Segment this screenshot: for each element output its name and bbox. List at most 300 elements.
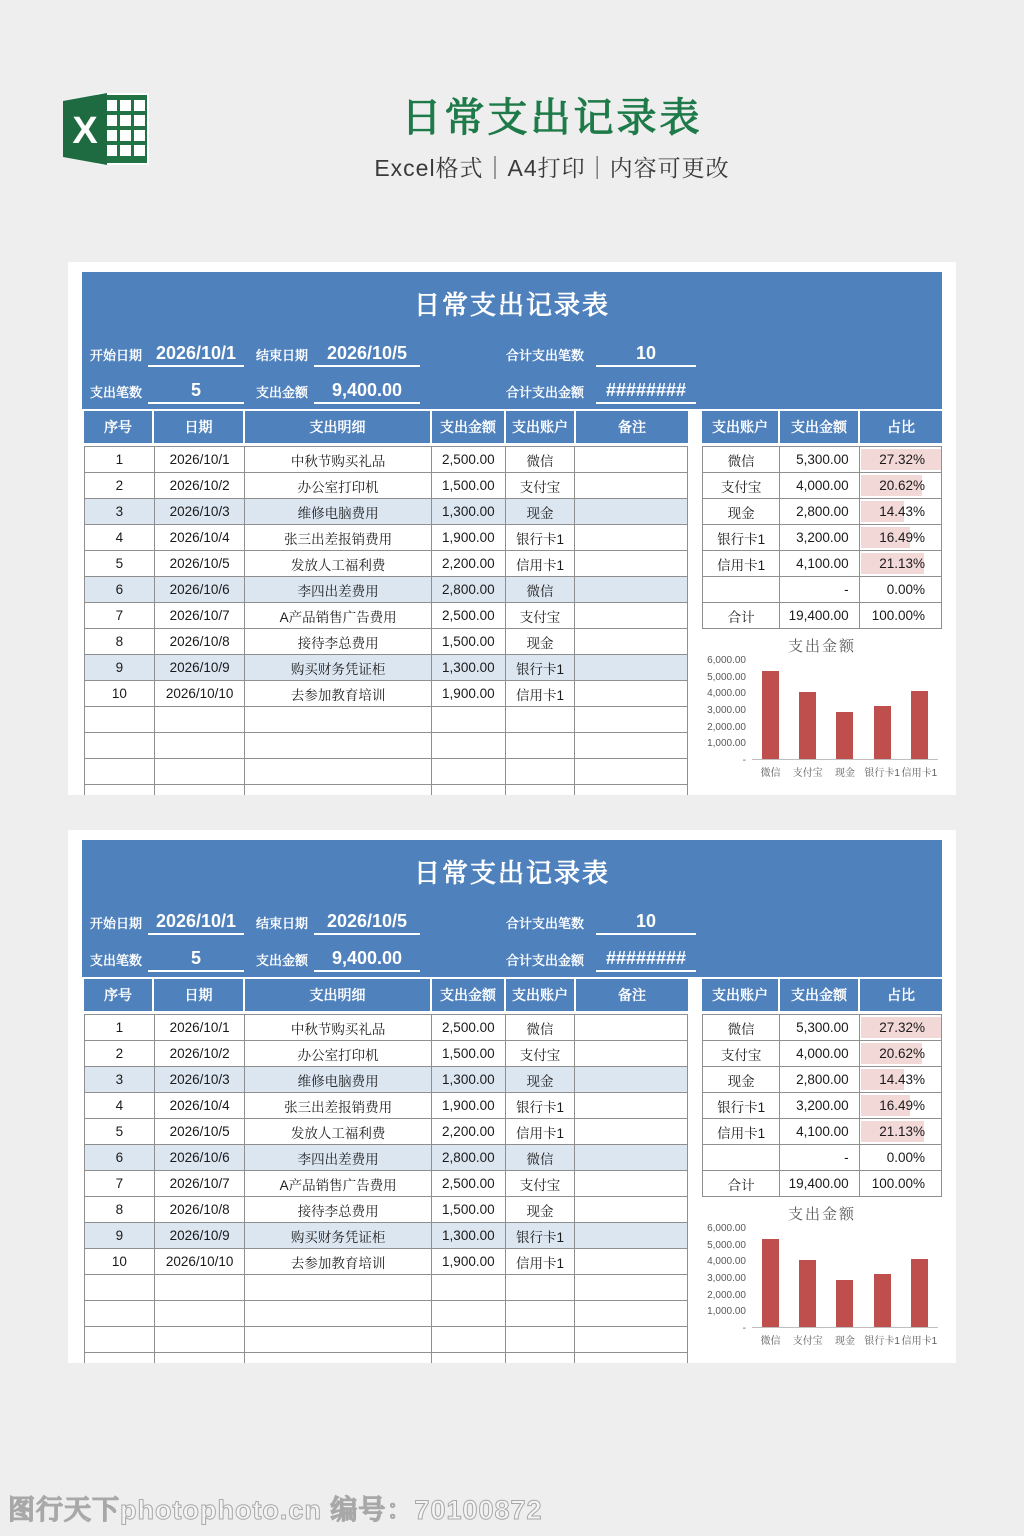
summary-row <box>703 499 941 525</box>
note-cell <box>575 1067 687 1092</box>
percent-cell <box>860 1093 941 1118</box>
summary-row <box>703 603 941 629</box>
amount-cell <box>432 733 506 758</box>
account-cell: 银行卡1 <box>506 525 576 550</box>
date-cell: 2026/10/6 <box>155 1145 246 1170</box>
account-cell <box>703 577 780 602</box>
percent-value: 20.62% <box>879 1046 925 1061</box>
chart-bars <box>752 660 938 759</box>
summary-row <box>703 447 941 473</box>
note-cell <box>575 1171 687 1196</box>
expense-row <box>85 603 687 629</box>
note-cell <box>575 785 687 795</box>
date-cell <box>155 759 246 784</box>
account-cell <box>506 733 576 758</box>
detail-cell <box>245 1275 431 1300</box>
empty-row <box>85 785 687 795</box>
account-cell: 合计 <box>703 1171 780 1196</box>
account-cell <box>506 759 576 784</box>
amount-cell: 2,500.00 <box>432 447 506 472</box>
detail-cell: 李四出差费用 <box>245 577 431 602</box>
date-cell: 2026/10/10 <box>155 681 246 706</box>
summary-row <box>703 551 941 577</box>
amount-cell: 2,200.00 <box>432 1119 506 1144</box>
detail-cell <box>245 1353 431 1363</box>
account-cell: 现金 <box>703 499 780 524</box>
amount-cell: 1,300.00 <box>432 1067 506 1092</box>
serial-cell: 10 <box>85 681 155 706</box>
sheet-info-fields <box>90 898 942 972</box>
x-category-label: 支付宝 <box>792 768 823 779</box>
note-cell <box>575 1223 687 1248</box>
bar <box>911 1259 928 1327</box>
column-header: 日期 <box>154 411 245 443</box>
summary-row <box>703 1145 941 1171</box>
column-header: 支出金额 <box>780 979 860 1011</box>
expense-row <box>85 681 687 707</box>
amount-cell: 2,500.00 <box>432 603 506 628</box>
y-tick-label: 3,000.00 <box>707 705 746 716</box>
sheet-info-fields <box>90 330 942 404</box>
y-tick-label: 1,000.00 <box>707 738 746 750</box>
serial-cell <box>85 707 155 732</box>
amount-cell <box>432 1275 506 1300</box>
chart-plot <box>752 660 938 760</box>
serial-cell: 7 <box>85 603 155 628</box>
bar <box>836 712 853 759</box>
field-value: 10 <box>596 343 696 367</box>
date-cell: 2026/10/6 <box>155 577 246 602</box>
amount-cell: 4,000.00 <box>780 1041 859 1066</box>
detail-cell <box>245 733 431 758</box>
percent-value: 0.00% <box>886 582 925 597</box>
note-cell <box>575 603 687 628</box>
column-header: 占比 <box>860 979 942 1011</box>
account-summary-table <box>702 979 942 1197</box>
account-cell <box>703 1145 780 1170</box>
tables-area <box>84 979 942 1363</box>
date-cell: 2026/10/8 <box>155 629 246 654</box>
account-cell: 信用卡1 <box>506 1119 576 1144</box>
amount-cell: 19,400.00 <box>780 603 859 628</box>
expense-bar-chart <box>702 635 942 795</box>
field-label: 支出金额 <box>256 953 309 968</box>
column-header: 日期 <box>154 979 245 1011</box>
summary-row <box>703 1171 941 1197</box>
note-cell <box>575 1041 687 1066</box>
empty-row <box>85 1353 687 1363</box>
percent-value: 16.49% <box>879 530 925 545</box>
date-cell: 2026/10/5 <box>155 1119 246 1144</box>
account-cell <box>506 1327 576 1352</box>
x-category-label: 信用卡1 <box>901 1336 938 1347</box>
amount-cell: 1,500.00 <box>432 629 506 654</box>
account-cell <box>506 1275 576 1300</box>
bar <box>836 1280 853 1327</box>
amount-cell: 2,800.00 <box>780 1067 859 1092</box>
date-cell: 2026/10/1 <box>155 447 246 472</box>
detail-cell: 去参加教育培训 <box>245 681 431 706</box>
account-cell: 支付宝 <box>703 473 780 498</box>
empty-row <box>85 707 687 733</box>
percent-value: 27.32% <box>879 1020 925 1035</box>
date-cell: 2026/10/8 <box>155 1197 246 1222</box>
summary-row <box>703 1119 941 1145</box>
date-cell: 2026/10/4 <box>155 525 246 550</box>
chart-y-axis <box>702 1223 748 1334</box>
summary-row <box>703 1093 941 1119</box>
account-cell: 支付宝 <box>703 1041 780 1066</box>
percent-value: 0.00% <box>886 1150 925 1165</box>
serial-cell <box>85 1275 155 1300</box>
note-cell <box>575 1249 687 1274</box>
field-value: 2026/10/1 <box>148 911 244 935</box>
percent-cell <box>860 525 941 550</box>
summary-table-header <box>702 979 942 1011</box>
account-cell: 微信 <box>506 1015 576 1040</box>
account-cell: 支付宝 <box>506 603 576 628</box>
detail-cell: 接待李总费用 <box>245 1197 431 1222</box>
expense-row <box>85 655 687 681</box>
column-header: 支出金额 <box>432 979 506 1011</box>
detail-cell: 接待李总费用 <box>245 629 431 654</box>
amount-cell <box>432 1327 506 1352</box>
amount-cell: 1,900.00 <box>432 525 506 550</box>
note-cell <box>575 733 687 758</box>
field-label: 合计支出笔数 <box>506 916 585 931</box>
date-cell: 2026/10/7 <box>155 603 246 628</box>
field-label: 合计支出金额 <box>506 385 585 400</box>
expense-bar-chart <box>702 1203 942 1363</box>
percent-cell <box>860 1171 941 1196</box>
y-tick-label: 1,000.00 <box>707 1306 746 1318</box>
column-header: 支出账户 <box>506 979 576 1011</box>
y-tick-label: 4,000.00 <box>707 688 746 700</box>
amount-cell: 2,800.00 <box>432 577 506 602</box>
field-label: 支出金额 <box>256 385 309 400</box>
amount-cell: 1,500.00 <box>432 1041 506 1066</box>
amount-cell: 3,200.00 <box>780 1093 859 1118</box>
percent-cell <box>860 603 941 628</box>
summary-row <box>703 1067 941 1093</box>
summary-row <box>703 473 941 499</box>
amount-cell: 2,200.00 <box>432 551 506 576</box>
svg-text:X: X <box>72 110 98 152</box>
sheet-title: 日常支出记录表 <box>413 290 610 320</box>
detail-cell: 发放人工福利费 <box>245 551 431 576</box>
expense-row <box>85 551 687 577</box>
note-cell <box>575 1327 687 1352</box>
column-header: 备注 <box>576 411 688 443</box>
date-cell <box>155 707 246 732</box>
date-cell <box>155 1275 246 1300</box>
y-tick-label: 6,000.00 <box>707 1223 746 1234</box>
watermark-text: 图行天下photophoto.cn 编号：70100872 <box>8 1495 543 1525</box>
y-tick-label: 4,000.00 <box>707 1256 746 1268</box>
serial-cell: 5 <box>85 1119 155 1144</box>
percent-cell <box>860 551 941 576</box>
serial-cell <box>85 759 155 784</box>
date-cell: 2026/10/10 <box>155 1249 246 1274</box>
percent-cell <box>860 577 941 602</box>
summary-table-body <box>702 1014 942 1197</box>
percent-value: 100.00% <box>871 1176 925 1191</box>
serial-cell: 8 <box>85 629 155 654</box>
expense-row <box>85 525 687 551</box>
y-tick-label: - <box>742 1323 746 1334</box>
x-category-label: 银行卡1 <box>864 768 900 779</box>
expense-row <box>85 1145 687 1171</box>
expense-table-header <box>84 411 688 443</box>
y-tick-label: 2,000.00 <box>707 721 746 733</box>
account-cell: 支付宝 <box>506 1041 576 1066</box>
field-value: 2026/10/1 <box>148 343 244 367</box>
spreadsheet-panel <box>68 830 956 1363</box>
date-cell <box>155 785 246 795</box>
note-cell <box>575 1015 687 1040</box>
empty-row <box>85 1301 687 1327</box>
summary-row <box>703 1015 941 1041</box>
serial-cell: 5 <box>85 551 155 576</box>
bar <box>799 1260 816 1327</box>
bar <box>874 1274 891 1327</box>
spreadsheet-preview-1 <box>68 262 956 795</box>
expense-row <box>85 1249 687 1275</box>
column-header: 支出明细 <box>245 411 432 443</box>
detail-cell: 维修电脑费用 <box>245 1067 431 1092</box>
field-value: 5 <box>148 380 244 404</box>
chart-title: 支出金额 <box>787 1206 856 1223</box>
chart-area <box>702 655 942 790</box>
note-cell <box>575 681 687 706</box>
column-header: 支出账户 <box>702 411 780 443</box>
serial-cell: 1 <box>85 447 155 472</box>
account-cell: 微信 <box>703 447 780 472</box>
expense-table-header <box>84 979 688 1011</box>
detail-cell <box>245 707 431 732</box>
detail-cell <box>245 1327 431 1352</box>
column-header: 序号 <box>84 411 154 443</box>
amount-cell: 19,400.00 <box>780 1171 859 1196</box>
account-cell: 支付宝 <box>506 1171 576 1196</box>
note-cell <box>575 1119 687 1144</box>
chart-x-axis <box>752 1332 938 1347</box>
amount-cell: 3,200.00 <box>780 525 859 550</box>
amount-cell: - <box>780 1145 859 1170</box>
x-category-label: 银行卡1 <box>864 1336 900 1347</box>
account-summary-table <box>702 411 942 629</box>
amount-cell: 2,800.00 <box>432 1145 506 1170</box>
field-value: ######## <box>596 380 696 404</box>
account-cell <box>506 707 576 732</box>
account-cell: 信用卡1 <box>506 681 576 706</box>
amount-cell: 4,100.00 <box>780 1119 859 1144</box>
account-cell: 合计 <box>703 603 780 628</box>
y-tick-label: 6,000.00 <box>707 655 746 666</box>
page-title: 日常支出记录表 <box>401 96 703 140</box>
expense-table-body <box>84 1014 688 1363</box>
x-category-label: 信用卡1 <box>901 768 938 779</box>
amount-cell: 4,000.00 <box>780 473 859 498</box>
account-cell: 现金 <box>703 1067 780 1092</box>
percent-cell <box>860 1145 941 1170</box>
percent-cell <box>860 1119 941 1144</box>
sheet-header <box>82 840 942 977</box>
percent-value: 21.13% <box>879 1124 925 1139</box>
note-cell <box>575 577 687 602</box>
detail-cell: 购买财务凭证柜 <box>245 1223 431 1248</box>
chart-bars <box>752 1228 938 1327</box>
amount-cell <box>432 707 506 732</box>
date-cell: 2026/10/1 <box>155 1015 246 1040</box>
note-cell <box>575 1353 687 1363</box>
percent-cell <box>860 1041 941 1066</box>
column-header: 占比 <box>860 411 942 443</box>
amount-cell <box>432 1301 506 1326</box>
field-label: 开始日期 <box>90 348 143 363</box>
percent-value: 16.49% <box>879 1098 925 1113</box>
serial-cell: 1 <box>85 1015 155 1040</box>
expense-row <box>85 1197 687 1223</box>
account-cell: 银行卡1 <box>506 1093 576 1118</box>
spreadsheet-preview-2 <box>68 830 956 1363</box>
date-cell <box>155 1327 246 1352</box>
bar <box>762 1239 779 1327</box>
chart-title: 支出金额 <box>787 638 856 655</box>
percent-cell <box>860 447 941 472</box>
column-header: 支出账户 <box>506 411 576 443</box>
serial-cell <box>85 1353 155 1363</box>
serial-cell: 2 <box>85 473 155 498</box>
expense-row <box>85 473 687 499</box>
note-cell <box>575 1197 687 1222</box>
summary-row <box>703 577 941 603</box>
detail-cell <box>245 759 431 784</box>
field-label: 支出笔数 <box>90 385 143 400</box>
detail-cell: 去参加教育培训 <box>245 1249 431 1274</box>
date-cell: 2026/10/7 <box>155 1171 246 1196</box>
field-value: 10 <box>596 911 696 935</box>
date-cell: 2026/10/9 <box>155 1223 246 1248</box>
summary-row <box>703 525 941 551</box>
serial-cell: 3 <box>85 1067 155 1092</box>
x-category-label: 现金 <box>835 768 855 779</box>
account-cell: 现金 <box>506 629 576 654</box>
account-cell: 微信 <box>506 1145 576 1170</box>
tables-area <box>84 411 942 795</box>
column-header: 备注 <box>576 979 688 1011</box>
serial-cell: 8 <box>85 1197 155 1222</box>
account-cell: 微信 <box>506 577 576 602</box>
detail-cell: 李四出差费用 <box>245 1145 431 1170</box>
account-cell: 信用卡1 <box>506 551 576 576</box>
field-value: 5 <box>148 948 244 972</box>
percent-value: 21.13% <box>879 556 925 571</box>
amount-cell: 1,900.00 <box>432 681 506 706</box>
detail-cell: 张三出差报销费用 <box>245 525 431 550</box>
note-cell <box>575 1301 687 1326</box>
serial-cell: 7 <box>85 1171 155 1196</box>
bar <box>911 691 928 759</box>
percent-cell <box>860 1015 941 1040</box>
field-value: 9,400.00 <box>314 380 420 404</box>
amount-cell: 4,100.00 <box>780 551 859 576</box>
amount-cell: 1,500.00 <box>432 473 506 498</box>
field-label: 合计支出金额 <box>506 953 585 968</box>
account-cell: 现金 <box>506 1197 576 1222</box>
percent-value: 14.43% <box>879 504 925 519</box>
amount-cell: 1,300.00 <box>432 499 506 524</box>
date-cell: 2026/10/2 <box>155 473 246 498</box>
column-header: 支出金额 <box>780 411 860 443</box>
expense-row <box>85 1093 687 1119</box>
serial-cell <box>85 1327 155 1352</box>
serial-cell: 3 <box>85 499 155 524</box>
note-cell <box>575 551 687 576</box>
note-cell <box>575 447 687 472</box>
expense-table <box>84 411 688 795</box>
note-cell <box>575 1145 687 1170</box>
account-cell: 银行卡1 <box>703 525 780 550</box>
field-label: 开始日期 <box>90 916 143 931</box>
empty-row <box>85 733 687 759</box>
account-cell: 现金 <box>506 1067 576 1092</box>
expense-row <box>85 447 687 473</box>
detail-cell: 发放人工福利费 <box>245 1119 431 1144</box>
detail-cell: 维修电脑费用 <box>245 499 431 524</box>
account-cell <box>506 1301 576 1326</box>
field-value: 9,400.00 <box>314 948 420 972</box>
expense-row <box>85 1067 687 1093</box>
date-cell <box>155 733 246 758</box>
x-category-label: 微信 <box>760 768 781 779</box>
detail-cell: A产品销售广告费用 <box>245 1171 431 1196</box>
expense-row <box>85 1171 687 1197</box>
empty-row <box>85 1275 687 1301</box>
sheet-title: 日常支出记录表 <box>413 858 610 888</box>
account-cell: 微信 <box>506 447 576 472</box>
amount-cell <box>432 759 506 784</box>
field-label: 结束日期 <box>256 916 309 931</box>
date-cell: 2026/10/2 <box>155 1041 246 1066</box>
detail-cell: 办公室打印机 <box>245 1041 431 1066</box>
amount-cell: 2,500.00 <box>432 1015 506 1040</box>
sheet-header <box>82 272 942 409</box>
amount-cell: 1,900.00 <box>432 1093 506 1118</box>
field-label: 结束日期 <box>256 348 309 363</box>
detail-cell: 购买财务凭证柜 <box>245 655 431 680</box>
note-cell <box>575 759 687 784</box>
date-cell: 2026/10/4 <box>155 1093 246 1118</box>
bar <box>874 706 891 759</box>
info-row <box>90 367 942 404</box>
serial-cell: 2 <box>85 1041 155 1066</box>
field-value: 2026/10/5 <box>314 911 420 935</box>
column-header: 序号 <box>84 979 154 1011</box>
date-cell <box>155 1301 246 1326</box>
account-cell <box>506 785 576 795</box>
x-category-label: 微信 <box>760 1336 781 1347</box>
column-header: 支出明细 <box>245 979 432 1011</box>
chart-x-axis <box>752 764 938 779</box>
note-cell <box>575 525 687 550</box>
account-cell: 银行卡1 <box>506 1223 576 1248</box>
serial-cell: 6 <box>85 577 155 602</box>
amount-cell <box>432 1353 506 1363</box>
note-cell <box>575 629 687 654</box>
bar <box>762 671 779 759</box>
serial-cell: 9 <box>85 1223 155 1248</box>
